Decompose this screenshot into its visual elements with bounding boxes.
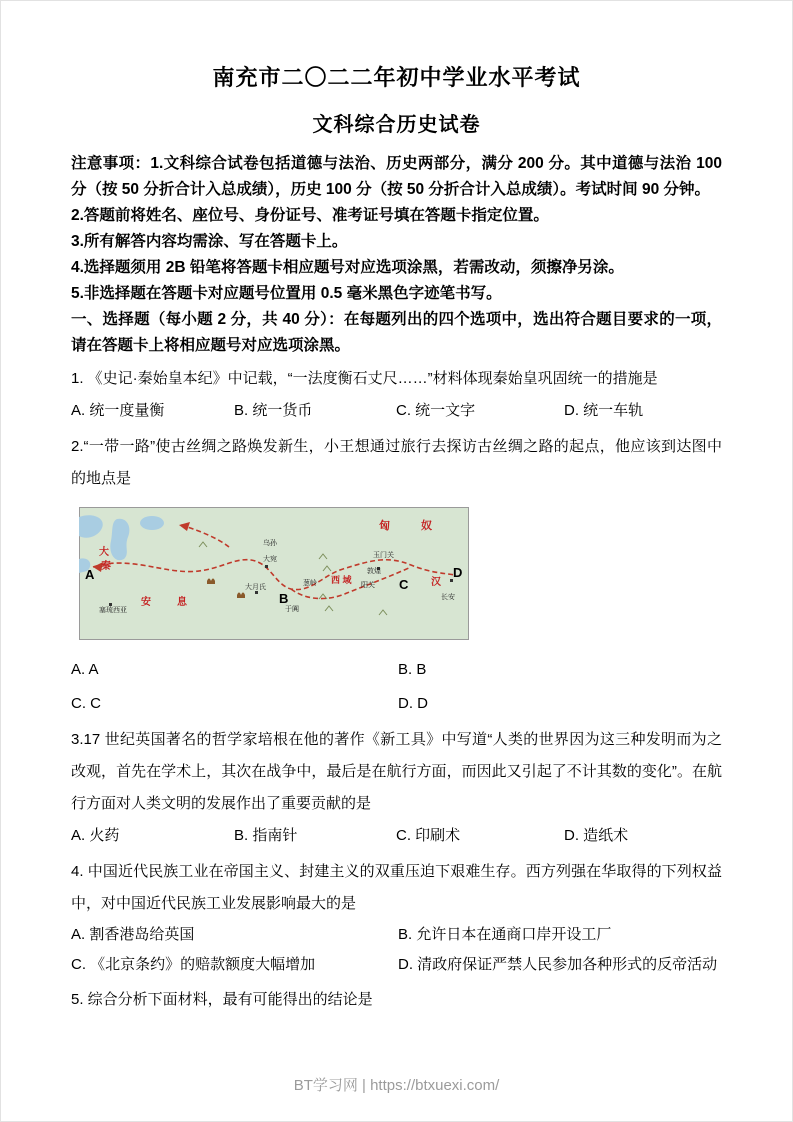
region-label-daqin-2: 秦 — [101, 561, 111, 572]
place-label-dunhuang: 敦煌 — [367, 568, 381, 575]
question-2-option-c: C. C — [71, 695, 101, 712]
question-3-option-c: C. 印刷术 — [396, 827, 461, 844]
question-3-option-b: B. 指南针 — [234, 827, 298, 844]
map-point-c: C — [399, 577, 409, 592]
notice-line-4: 4.选择题须用 2B 铅笔将答题卡相应题号对应选项涂黑，若需改动，须擦净另涂。 — [71, 259, 624, 276]
region-label-daqin-1: 大 — [99, 547, 109, 558]
question-4-text: 4. 中国近代民族工业在帝国主义、封建主义的双重压迫下艰难生存。西方列强在华取得的下列权益中，对中国近代民族工业发展影响最大的是 — [71, 863, 722, 912]
notice-line-3: 3.所有解答内容均需涂、写在答题卡上。 — [71, 233, 348, 250]
question-5 — [71, 984, 722, 1016]
notice-section — [71, 151, 722, 359]
question-2-option-a: A. A — [71, 661, 99, 678]
place-label-sailiuxiya: 塞琉西亚 — [99, 607, 127, 614]
question-2-text: 2.“一带一路”使古丝绸之路焕发新生，小王想通过旅行去探访古丝绸之路的起点，他应该到达图中的地点是 — [71, 438, 722, 487]
place-label-yumenguan: 玉门关 — [373, 552, 394, 559]
question-1 — [71, 363, 722, 427]
question-3-option-a: A. 火药 — [71, 827, 120, 844]
place-label-dayuezhi: 大月氏 — [245, 584, 266, 591]
map-point-b: B — [279, 591, 289, 606]
question-3-text: 3.17 世纪英国著名的哲学家培根在他的著作《新工具》中写道“人类的世界因为这三种发明而为之改观，首先在学术上，其次在战争中，最后是在航行方面，而因此又引起了不计其数的变化”。在航行方面对人类文明的发展作出了重要贡献的是 — [71, 731, 722, 812]
question-4-options — [71, 920, 722, 980]
question-2 — [71, 431, 722, 720]
silk-road-map — [79, 507, 469, 640]
region-label-xiongnu: 匈 奴 — [379, 520, 442, 532]
place-label-dayuan: 大宛 — [263, 556, 277, 563]
question-4-option-c: C. 《北京条约》的赔款额度大幅增加 — [71, 956, 316, 973]
question-4-option-b: B. 允许日本在通商口岸开设工厂 — [398, 926, 612, 943]
question-1-option-a: A. 统一度量衡 — [71, 402, 165, 419]
question-2-option-d: D. D — [398, 695, 428, 712]
question-4-option-a: A. 割香港岛给英国 — [71, 926, 195, 943]
question-2-options — [71, 654, 722, 720]
map-point-d: D — [453, 565, 463, 580]
question-2-option-b: B. B — [398, 661, 427, 678]
question-4 — [71, 856, 722, 980]
notice-line-5: 5.非选择题在答题卡对应题号位置用 0.5 毫米黑色字迹笔书写。 — [71, 285, 502, 302]
region-label-han: 汉 — [431, 577, 441, 588]
question-3-options — [71, 820, 722, 852]
question-3-option-d: D. 造纸术 — [564, 827, 629, 844]
question-1-option-d: D. 统一车轨 — [564, 402, 644, 419]
place-label-wusun: 乌孙 — [263, 540, 277, 547]
place-label-yangguan: 阳关 — [361, 582, 375, 589]
silk-road-map-figure — [79, 507, 469, 640]
question-1-option-b: B. 统一货币 — [234, 402, 313, 419]
question-4-option-d: D. 清政府保证严禁人民参加各种形式的反帝活动 — [398, 956, 718, 973]
region-label-xiyu: 西 域 — [331, 575, 352, 585]
question-1-option-c: C. 统一文字 — [396, 402, 476, 419]
exam-title: 南充市二〇二二年初中学业水平考试 — [212, 65, 581, 90]
footer-watermark: BT学习网 | https://btxuexi.com/ — [293, 1077, 500, 1094]
section-heading-multiple-choice: 一、选择题（每小题 2 分，共 40 分）：在每题列出的四个选项中，选出符合题目要求的一项，请在答题卡上将相应题号对应选项涂黑。 — [71, 311, 722, 354]
notice-line-1: 注意事项：1.文科综合试卷包括道德与法治、历史两部分，满分 200 分。其中道德与法治 100 分（按 50 分折合计入总成绩），历史 100 分（按 50 分折合计入总成绩）。考试时间 90 分钟。 — [71, 155, 722, 198]
question-1-text: 1. 《史记·秦始皇本纪》中记载，“一法度衡石丈尺……”材料体现秦始皇巩固统一的措施是 — [71, 370, 658, 387]
question-3 — [71, 724, 722, 852]
place-label-congling: 葱岭 — [303, 580, 317, 587]
exam-subtitle: 文科综合历史试卷 — [312, 114, 481, 136]
question-1-options — [71, 395, 722, 427]
map-point-a: A — [85, 567, 95, 582]
question-5-text: 5. 综合分析下面材料，最有可能得出的结论是 — [71, 991, 373, 1008]
notice-line-2: 2.答题前将姓名、座位号、身份证号、准考证号填在答题卡指定位置。 — [71, 207, 549, 224]
sea-shape-caspian — [110, 519, 129, 560]
region-label-anxi: 安 息 — [141, 597, 195, 608]
place-label-changan: 长安 — [441, 594, 455, 601]
place-label-yutian: 于阗 — [285, 606, 299, 613]
sea-shape-aral — [140, 516, 164, 530]
